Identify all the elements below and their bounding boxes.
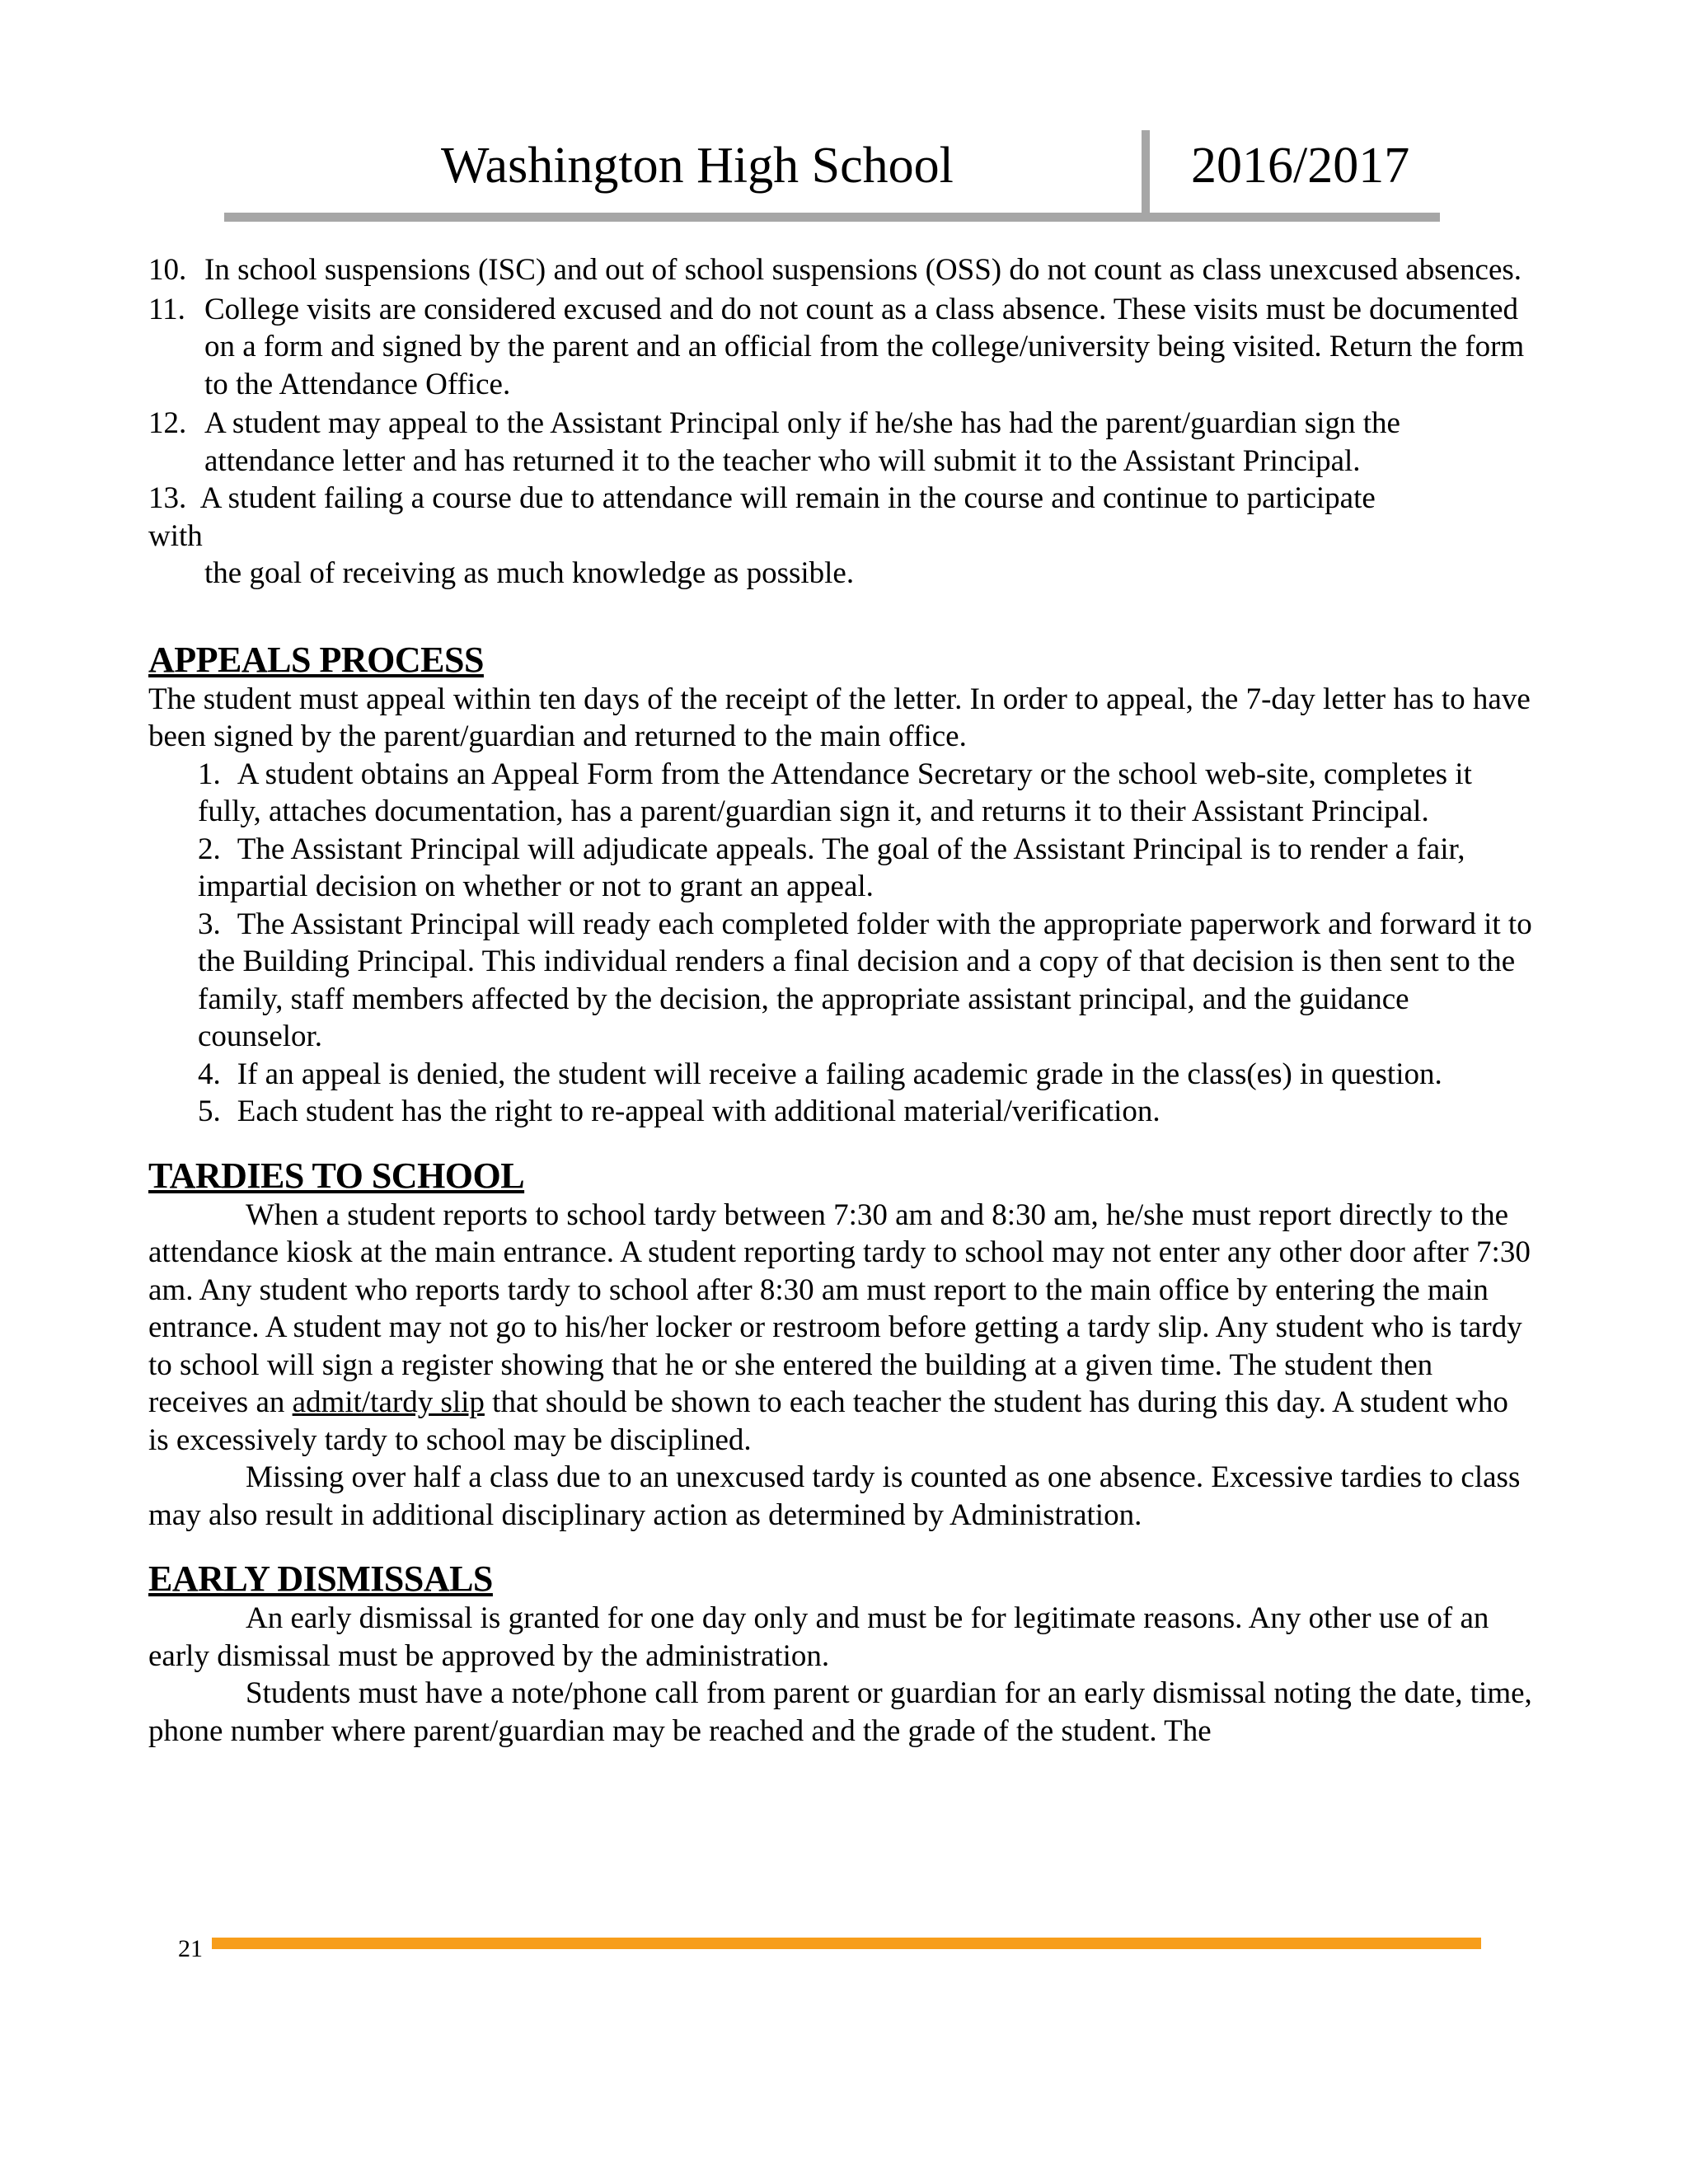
list-item [198, 756, 1533, 831]
item13-line2: with [148, 518, 203, 553]
dismissals-paragraph-2: Students must have a note/phone call from parent or guardian for an early dismissal noting the date, time, phone number where parent/guardian may be reached and the grade of the student. The [148, 1676, 1532, 1748]
list-item-text: The Assistant Principal will ready each completed folder with the appropriate paperwork and forward it to the Building Principal. This individual renders a final decision and a copy of that decision is then sent to the family, staff members affected by the decision, the appropriate assistant principal, and the guidance counselor. [198, 907, 1532, 1053]
list-item-text: If an appeal is denied, the student will receive a failing academic grade in the class(es) in question. [237, 1057, 1442, 1091]
tardies-paragraph-2: Missing over half a class due to an unexcused tardy is counted as one absence. Excessive tardies to class may also result in additional disciplinary action as determined by Administration. [148, 1460, 1521, 1532]
header-divider [1142, 130, 1150, 214]
school-year: 2016/2017 [1191, 138, 1410, 194]
list-item [148, 291, 1533, 404]
item13-line3: the goal of receiving as much knowledge as possible. [204, 556, 855, 590]
list-item-number: 1. [198, 757, 221, 791]
list-item-number: 2. [198, 832, 221, 866]
page-content [148, 251, 1533, 1750]
tardies-text-b: that should be shown to each teacher the student has during this day. A student who is excessively tardy to school may be disciplined. [148, 1385, 1508, 1457]
list-item-text: A student obtains an Appeal Form from the Attendance Secretary or the school web-site, completes it fully, attaches documentation, has a parent/guardian sign it, and returns it to their Assistant Principal. [198, 757, 1472, 828]
list-item-number: 13. [148, 481, 187, 515]
list-item [198, 1056, 1533, 1094]
school-name: Washington High School [441, 138, 954, 194]
tardies-text-a: When a student reports to school tardy between 7:30 am and 8:30 am, he/she must report directly to the attendance kiosk at the main entrance. A student reporting tardy to school may not enter any other door after 7:30 am. Any student who reports tardy to school after 8:30 am must report to the main office by entering the main entrance. A student may not go to his/her locker or restroom before getting a tardy slip. Any student who is tardy to school will sign a register showing that he or she entered the building at a given time. The student then receives an [148, 1197, 1531, 1419]
list-item [148, 405, 1533, 480]
list-item-text: In school suspensions (ISC) and out of school suspensions (OSS) do not count as class unexcused absences. [204, 253, 1522, 287]
tardies-heading: TARDIES TO SCHOOL [148, 1155, 525, 1196]
list-item-number: 10. [148, 253, 187, 287]
list-item-text: College visits are considered excused and do not count as a class absence. These visits must be documented on a form and signed by the parent and an official from the college/university being visited. Return the form to the Attendance Office. [204, 292, 1525, 401]
list-item [198, 1093, 1533, 1131]
continued-list [148, 251, 1533, 480]
list-item-number: 11. [148, 292, 185, 326]
dismissals-heading: EARLY DISMISSALS [148, 1558, 493, 1599]
list-item-text: The Assistant Principal will adjudicate appeals. The goal of the Assistant Principal is to render a fair, impartial decision on whether or not to grant an appeal. [198, 832, 1465, 903]
dismissals-paragraph-1: An early dismissal is granted for one day only and must be for legitimate reasons. Any other use of an early dismissal must be approved by the administration. [148, 1601, 1489, 1673]
admit-tardy-slip-term: admit/tardy slip [292, 1385, 485, 1419]
footer-bar [212, 1938, 1481, 1949]
list-item-number: 12. [148, 406, 187, 440]
list-item-text: Each student has the right to re-appeal with additional material/verification. [237, 1094, 1160, 1128]
appeals-intro: The student must appeal within ten days of the receipt of the letter. In order to appeal, the 7-day letter has to have been signed by the parent/guardian and returned to the main office. [148, 682, 1531, 753]
list-item-13 [148, 480, 1533, 593]
list-item-number: 5. [198, 1094, 221, 1128]
appeals-heading: APPEALS PROCESS [148, 639, 484, 680]
page-number: 21 [178, 1935, 203, 1962]
list-item-number: 3. [198, 907, 221, 941]
appeals-list [148, 756, 1533, 1131]
list-item [198, 831, 1533, 906]
list-item-number: 4. [198, 1057, 221, 1091]
item13-line1: A student failing a course due to attendance will remain in the course and continue to participate [199, 481, 1376, 515]
header-rule [224, 213, 1440, 222]
list-item [148, 251, 1533, 289]
tardies-paragraph-1 [148, 1197, 1533, 1460]
list-item [198, 906, 1533, 1056]
list-item-text: A student may appeal to the Assistant Principal only if he/she has had the parent/guardian sign the attendance letter and has returned it to the teacher who will submit it to the Assistant Principal. [204, 406, 1400, 478]
